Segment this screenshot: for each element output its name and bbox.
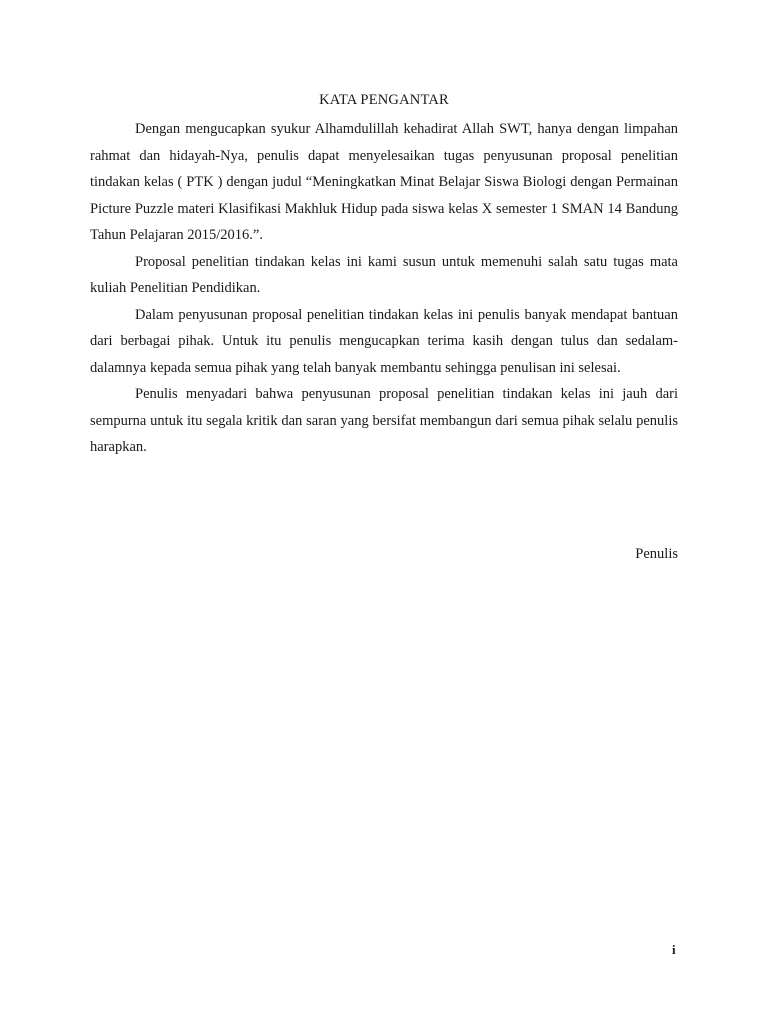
paragraph-purpose: Proposal penelitian tindakan kelas ini kami susun untuk memenuhi salah satu tugas mata kuliah Penelitian Pendidikan. — [90, 253, 678, 296]
paragraph-acknowledgement: Dalam penyusunan proposal penelitian tindakan kelas ini penulis banyak mendapat bantuan dari berbagai pihak. Untuk itu penulis mengucapkan terima kasih dengan tulus dan sedalam-dalamnya kepada semua pihak yang telah banyak membantu sehingga penulisan ini selesai. — [90, 306, 678, 376]
paragraph-opening: Dengan mengucapkan syukur Alhamdulillah kehadirat Allah SWT, hanya dengan limpahan rahmat dan hidayah-Nya, penulis dapat menyelesaikan tugas penyusunan proposal penelitian tindakan kelas ( PTK ) dengan judul “Meningkatkan Minat Belajar Siswa Biologi dengan Permainan Picture Puzzle materi Klasifikasi Makhluk Hidup pada siswa kelas X semester 1 SMAN 14 Bandung Tahun Pelajaran 2015/2016.”. — [90, 121, 678, 243]
document-body — [90, 116, 678, 461]
author-signature: Penulis — [635, 546, 678, 562]
page-number: i — [672, 942, 676, 957]
paragraph-closing: Penulis menyadari bahwa penyusunan proposal penelitian tindakan kelas ini jauh dari sempurna untuk itu segala kritik dan saran yang bersifat membangun dari semua pihak selalu penulis harapkan. — [90, 386, 678, 455]
document-title: KATA PENGANTAR — [319, 92, 449, 108]
